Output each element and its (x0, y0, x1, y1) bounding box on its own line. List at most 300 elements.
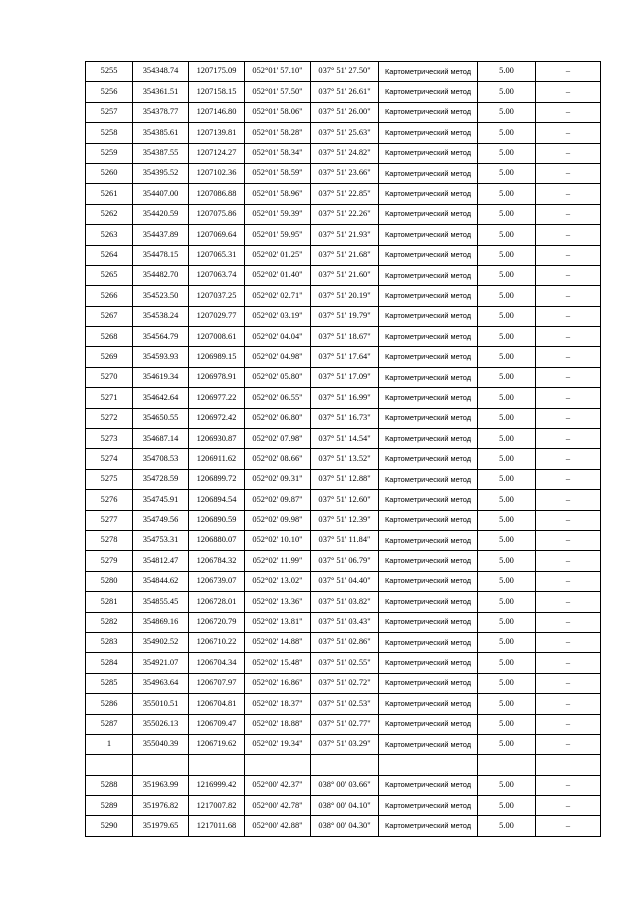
y-coordinate-cell: 1206972.42 (189, 408, 245, 428)
table-row (86, 449, 601, 469)
table-row (86, 62, 601, 82)
x-coordinate-cell: 351976.82 (133, 796, 189, 816)
longitude-cell: 037° 51' 04.40" (311, 571, 379, 591)
longitude-cell: 037° 51' 12.60" (311, 490, 379, 510)
latitude-cell: 052°02' 05.80" (245, 367, 311, 387)
table-row (86, 408, 601, 428)
point-number-cell: 5269 (86, 347, 133, 367)
y-coordinate-cell: 1206707.97 (189, 673, 245, 693)
point-number-cell: 5284 (86, 653, 133, 673)
y-coordinate-cell: 1207075.86 (189, 204, 245, 224)
y-coordinate-cell: 1207102.36 (189, 163, 245, 183)
longitude-cell: 037° 51' 22.85" (311, 184, 379, 204)
accuracy-cell: 5.00 (478, 612, 536, 632)
latitude-cell: 052°01' 59.95" (245, 225, 311, 245)
note-cell: – (536, 163, 601, 183)
table-row (86, 306, 601, 326)
accuracy-cell: 5.00 (478, 694, 536, 714)
method-cell: Картометрический метод (379, 469, 478, 489)
y-coordinate-cell: 1206880.07 (189, 530, 245, 550)
longitude-cell: 037° 51' 06.79" (311, 551, 379, 571)
point-number-cell: 5275 (86, 469, 133, 489)
table-row (86, 327, 601, 347)
point-number-cell: 5262 (86, 204, 133, 224)
accuracy-cell: 5.00 (478, 286, 536, 306)
note-cell: – (536, 245, 601, 265)
longitude-cell: 037° 51' 21.60" (311, 265, 379, 285)
x-coordinate-cell: 354395.52 (133, 163, 189, 183)
latitude-cell: 052°02' 10.10" (245, 530, 311, 550)
accuracy-cell: 5.00 (478, 82, 536, 102)
x-coordinate-cell: 354753.31 (133, 530, 189, 550)
x-coordinate-cell: 354869.16 (133, 612, 189, 632)
longitude-cell: 038° 00' 04.30" (311, 816, 379, 836)
note-cell: – (536, 612, 601, 632)
accuracy-cell: 5.00 (478, 388, 536, 408)
note-cell: – (536, 62, 601, 82)
accuracy-cell: 5.00 (478, 184, 536, 204)
latitude-cell: 052°01' 58.34" (245, 143, 311, 163)
latitude-cell: 052°01' 58.96" (245, 184, 311, 204)
table-row (86, 775, 601, 795)
note-cell: – (536, 82, 601, 102)
longitude-cell: 037° 51' 26.61" (311, 82, 379, 102)
y-coordinate-cell: 1207063.74 (189, 265, 245, 285)
note-cell: – (536, 102, 601, 122)
method-cell: Картометрический метод (379, 102, 478, 122)
note-cell: – (536, 530, 601, 550)
table-row (86, 286, 601, 306)
x-coordinate-cell: 354728.59 (133, 469, 189, 489)
x-coordinate-cell: 354437.89 (133, 225, 189, 245)
note-cell: – (536, 327, 601, 347)
accuracy-cell: 5.00 (478, 734, 536, 754)
table-row (86, 551, 601, 571)
latitude-cell: 052°00' 42.78" (245, 796, 311, 816)
longitude-cell: 037° 51' 26.00" (311, 102, 379, 122)
table-row (86, 429, 601, 449)
accuracy-cell (478, 755, 536, 775)
latitude-cell: 052°02' 11.99" (245, 551, 311, 571)
longitude-cell: 037° 51' 11.84" (311, 530, 379, 550)
table-row (86, 123, 601, 143)
method-cell: Картометрический метод (379, 306, 478, 326)
longitude-cell: 037° 51' 24.82" (311, 143, 379, 163)
accuracy-cell: 5.00 (478, 571, 536, 591)
point-number-cell: 5274 (86, 449, 133, 469)
point-number-cell: 5288 (86, 775, 133, 795)
accuracy-cell: 5.00 (478, 816, 536, 836)
longitude-cell: 037° 51' 02.53" (311, 694, 379, 714)
point-number-cell: 5281 (86, 592, 133, 612)
latitude-cell: 052°01' 58.06" (245, 102, 311, 122)
x-coordinate-cell: 354963.64 (133, 673, 189, 693)
method-cell: Картометрический метод (379, 734, 478, 754)
x-coordinate-cell: 354619.34 (133, 367, 189, 387)
y-coordinate-cell: 1206704.34 (189, 653, 245, 673)
longitude-cell (311, 755, 379, 775)
note-cell: – (536, 265, 601, 285)
latitude-cell: 052°02' 09.31" (245, 469, 311, 489)
y-coordinate-cell: 1207069.64 (189, 225, 245, 245)
method-cell: Картометрический метод (379, 327, 478, 347)
latitude-cell: 052°00' 42.37" (245, 775, 311, 795)
y-coordinate-cell: 1206890.59 (189, 510, 245, 530)
y-coordinate-cell: 1206720.79 (189, 612, 245, 632)
x-coordinate-cell: 354812.47 (133, 551, 189, 571)
y-coordinate-cell: 1207146.80 (189, 102, 245, 122)
latitude-cell: 052°02' 09.98" (245, 510, 311, 530)
longitude-cell: 037° 51' 21.93" (311, 225, 379, 245)
accuracy-cell: 5.00 (478, 592, 536, 612)
point-number-cell: 5277 (86, 510, 133, 530)
accuracy-cell: 5.00 (478, 673, 536, 693)
longitude-cell: 037° 51' 22.26" (311, 204, 379, 224)
table-row (86, 734, 601, 754)
method-cell: Картометрический метод (379, 694, 478, 714)
x-coordinate-cell: 351979.65 (133, 816, 189, 836)
x-coordinate-cell: 354348.74 (133, 62, 189, 82)
y-coordinate-cell: 1206977.22 (189, 388, 245, 408)
y-coordinate-cell: 1216999.42 (189, 775, 245, 795)
point-number-cell: 5257 (86, 102, 133, 122)
note-cell: – (536, 123, 601, 143)
x-coordinate-cell: 354650.55 (133, 408, 189, 428)
note-cell: – (536, 571, 601, 591)
x-coordinate-cell: 354708.53 (133, 449, 189, 469)
longitude-cell: 037° 51' 25.63" (311, 123, 379, 143)
accuracy-cell: 5.00 (478, 204, 536, 224)
longitude-cell: 037° 51' 03.43" (311, 612, 379, 632)
latitude-cell: 052°01' 58.28" (245, 123, 311, 143)
table-row (86, 143, 601, 163)
latitude-cell: 052°01' 59.39" (245, 204, 311, 224)
table-row (86, 653, 601, 673)
point-number-cell (86, 755, 133, 775)
method-cell: Картометрический метод (379, 775, 478, 795)
latitude-cell: 052°02' 18.37" (245, 694, 311, 714)
latitude-cell: 052°02' 02.71" (245, 286, 311, 306)
y-coordinate-cell: 1206710.22 (189, 632, 245, 652)
method-cell: Картометрический метод (379, 82, 478, 102)
table-row (86, 530, 601, 550)
x-coordinate-cell: 354420.59 (133, 204, 189, 224)
point-number-cell: 5279 (86, 551, 133, 571)
x-coordinate-cell: 354745.91 (133, 490, 189, 510)
method-cell: Картометрический метод (379, 123, 478, 143)
x-coordinate-cell: 354642.64 (133, 388, 189, 408)
point-number-cell: 5264 (86, 245, 133, 265)
y-coordinate-cell: 1206719.62 (189, 734, 245, 754)
point-number-cell: 5287 (86, 714, 133, 734)
x-coordinate-cell: 355010.51 (133, 694, 189, 714)
method-cell: Картометрический метод (379, 714, 478, 734)
table-row (86, 673, 601, 693)
table-row (86, 571, 601, 591)
accuracy-cell: 5.00 (478, 449, 536, 469)
accuracy-cell: 5.00 (478, 653, 536, 673)
coordinates-table-body (86, 62, 601, 837)
table-row (86, 469, 601, 489)
accuracy-cell: 5.00 (478, 510, 536, 530)
note-cell: – (536, 775, 601, 795)
x-coordinate-cell: 354593.93 (133, 347, 189, 367)
note-cell: – (536, 653, 601, 673)
point-number-cell: 5267 (86, 306, 133, 326)
y-coordinate-cell: 1206899.72 (189, 469, 245, 489)
note-cell: – (536, 469, 601, 489)
note-cell (536, 755, 601, 775)
point-number-cell: 5260 (86, 163, 133, 183)
method-cell: Картометрический метод (379, 816, 478, 836)
longitude-cell: 037° 51' 18.67" (311, 327, 379, 347)
accuracy-cell: 5.00 (478, 306, 536, 326)
accuracy-cell: 5.00 (478, 551, 536, 571)
x-coordinate-cell: 355040.39 (133, 734, 189, 754)
note-cell: – (536, 367, 601, 387)
latitude-cell (245, 755, 311, 775)
longitude-cell: 037° 51' 02.72" (311, 673, 379, 693)
y-coordinate-cell: 1206728.01 (189, 592, 245, 612)
longitude-cell: 037° 51' 12.39" (311, 510, 379, 530)
table-row (86, 510, 601, 530)
latitude-cell: 052°00' 42.88" (245, 816, 311, 836)
point-number-cell: 5261 (86, 184, 133, 204)
x-coordinate-cell: 355026.13 (133, 714, 189, 734)
note-cell: – (536, 673, 601, 693)
note-cell: – (536, 204, 601, 224)
y-coordinate-cell: 1207065.31 (189, 245, 245, 265)
latitude-cell: 052°02' 13.02" (245, 571, 311, 591)
table-row (86, 245, 601, 265)
note-cell: – (536, 184, 601, 204)
note-cell: – (536, 551, 601, 571)
table-row (86, 225, 601, 245)
longitude-cell: 038° 00' 03.66" (311, 775, 379, 795)
point-number-cell: 5280 (86, 571, 133, 591)
accuracy-cell: 5.00 (478, 327, 536, 347)
latitude-cell: 052°02' 18.88" (245, 714, 311, 734)
accuracy-cell: 5.00 (478, 429, 536, 449)
method-cell: Картометрический метод (379, 449, 478, 469)
note-cell: – (536, 796, 601, 816)
x-coordinate-cell: 354564.79 (133, 327, 189, 347)
accuracy-cell: 5.00 (478, 367, 536, 387)
method-cell: Картометрический метод (379, 510, 478, 530)
table-row (86, 612, 601, 632)
longitude-cell: 037° 51' 02.77" (311, 714, 379, 734)
longitude-cell: 037° 51' 19.79" (311, 306, 379, 326)
note-cell: – (536, 592, 601, 612)
x-coordinate-cell: 354844.62 (133, 571, 189, 591)
point-number-cell: 5258 (86, 123, 133, 143)
latitude-cell: 052°02' 13.81" (245, 612, 311, 632)
latitude-cell: 052°02' 01.25" (245, 245, 311, 265)
x-coordinate-cell: 354749.56 (133, 510, 189, 530)
x-coordinate-cell: 351963.99 (133, 775, 189, 795)
y-coordinate-cell: 1207029.77 (189, 306, 245, 326)
x-coordinate-cell: 354387.55 (133, 143, 189, 163)
latitude-cell: 052°02' 06.55" (245, 388, 311, 408)
accuracy-cell: 5.00 (478, 123, 536, 143)
point-number-cell: 5270 (86, 367, 133, 387)
note-cell: – (536, 510, 601, 530)
method-cell: Картометрический метод (379, 204, 478, 224)
y-coordinate-cell: 1206930.87 (189, 429, 245, 449)
note-cell: – (536, 286, 601, 306)
x-coordinate-cell: 354478.15 (133, 245, 189, 265)
y-coordinate-cell: 1206911.62 (189, 449, 245, 469)
note-cell: – (536, 408, 601, 428)
y-coordinate-cell: 1217011.68 (189, 816, 245, 836)
latitude-cell: 052°02' 04.04" (245, 327, 311, 347)
x-coordinate-cell: 354407.00 (133, 184, 189, 204)
y-coordinate-cell: 1206784.32 (189, 551, 245, 571)
y-coordinate-cell: 1207158.15 (189, 82, 245, 102)
longitude-cell: 037° 51' 14.54" (311, 429, 379, 449)
longitude-cell: 037° 51' 17.64" (311, 347, 379, 367)
latitude-cell: 052°02' 19.34" (245, 734, 311, 754)
accuracy-cell: 5.00 (478, 632, 536, 652)
latitude-cell: 052°02' 15.48" (245, 653, 311, 673)
y-coordinate-cell: 1206709.47 (189, 714, 245, 734)
latitude-cell: 052°02' 13.36" (245, 592, 311, 612)
point-number-cell: 5285 (86, 673, 133, 693)
method-cell: Картометрический метод (379, 592, 478, 612)
accuracy-cell: 5.00 (478, 347, 536, 367)
point-number-cell: 1 (86, 734, 133, 754)
table-row (86, 102, 601, 122)
table-row (86, 632, 601, 652)
method-cell: Картометрический метод (379, 796, 478, 816)
y-coordinate-cell: 1207175.09 (189, 62, 245, 82)
longitude-cell: 038° 00' 04.10" (311, 796, 379, 816)
method-cell: Картометрический метод (379, 347, 478, 367)
accuracy-cell: 5.00 (478, 714, 536, 734)
accuracy-cell: 5.00 (478, 265, 536, 285)
method-cell: Картометрический метод (379, 225, 478, 245)
longitude-cell: 037° 51' 27.50" (311, 62, 379, 82)
table-row (86, 265, 601, 285)
latitude-cell: 052°02' 14.88" (245, 632, 311, 652)
latitude-cell: 052°02' 03.19" (245, 306, 311, 326)
method-cell: Картометрический метод (379, 408, 478, 428)
point-number-cell: 5272 (86, 408, 133, 428)
note-cell: – (536, 632, 601, 652)
point-number-cell: 5282 (86, 612, 133, 632)
table-row (86, 367, 601, 387)
method-cell: Картометрический метод (379, 571, 478, 591)
y-coordinate-cell: 1206989.15 (189, 347, 245, 367)
point-number-cell: 5286 (86, 694, 133, 714)
x-coordinate-cell (133, 755, 189, 775)
method-cell: Картометрический метод (379, 551, 478, 571)
latitude-cell: 052°01' 57.10" (245, 62, 311, 82)
method-cell: Картометрический метод (379, 490, 478, 510)
y-coordinate-cell: 1207124.27 (189, 143, 245, 163)
latitude-cell: 052°02' 09.87" (245, 490, 311, 510)
method-cell: Картометрический метод (379, 245, 478, 265)
point-number-cell: 5256 (86, 82, 133, 102)
method-cell: Картометрический метод (379, 163, 478, 183)
table-row (86, 714, 601, 734)
y-coordinate-cell: 1206978.91 (189, 367, 245, 387)
point-number-cell: 5259 (86, 143, 133, 163)
method-cell: Картометрический метод (379, 429, 478, 449)
table-row (86, 82, 601, 102)
accuracy-cell: 5.00 (478, 245, 536, 265)
y-coordinate-cell: 1207008.61 (189, 327, 245, 347)
table-row (86, 592, 601, 612)
accuracy-cell: 5.00 (478, 796, 536, 816)
x-coordinate-cell: 354921.07 (133, 653, 189, 673)
method-cell: Картометрический метод (379, 184, 478, 204)
note-cell: – (536, 225, 601, 245)
x-coordinate-cell: 354855.45 (133, 592, 189, 612)
method-cell: Картометрический метод (379, 530, 478, 550)
latitude-cell: 052°02' 16.86" (245, 673, 311, 693)
point-number-cell: 5268 (86, 327, 133, 347)
longitude-cell: 037° 51' 17.09" (311, 367, 379, 387)
table-row (86, 204, 601, 224)
table-row (86, 694, 601, 714)
table-row (86, 816, 601, 836)
accuracy-cell: 5.00 (478, 102, 536, 122)
longitude-cell: 037° 51' 21.68" (311, 245, 379, 265)
accuracy-cell: 5.00 (478, 225, 536, 245)
x-coordinate-cell: 354482.70 (133, 265, 189, 285)
x-coordinate-cell: 354361.51 (133, 82, 189, 102)
accuracy-cell: 5.00 (478, 490, 536, 510)
latitude-cell: 052°02' 04.98" (245, 347, 311, 367)
x-coordinate-cell: 354538.24 (133, 306, 189, 326)
point-number-cell: 5276 (86, 490, 133, 510)
note-cell: – (536, 143, 601, 163)
point-number-cell: 5278 (86, 530, 133, 550)
accuracy-cell: 5.00 (478, 469, 536, 489)
method-cell: Картометрический метод (379, 673, 478, 693)
point-number-cell: 5290 (86, 816, 133, 836)
y-coordinate-cell: 1206739.07 (189, 571, 245, 591)
table-row (86, 184, 601, 204)
note-cell: – (536, 694, 601, 714)
accuracy-cell: 5.00 (478, 408, 536, 428)
point-number-cell: 5273 (86, 429, 133, 449)
latitude-cell: 052°02' 01.40" (245, 265, 311, 285)
longitude-cell: 037° 51' 16.73" (311, 408, 379, 428)
point-number-cell: 5283 (86, 632, 133, 652)
accuracy-cell: 5.00 (478, 530, 536, 550)
accuracy-cell: 5.00 (478, 163, 536, 183)
note-cell: – (536, 734, 601, 754)
y-coordinate-cell: 1207086.88 (189, 184, 245, 204)
method-cell: Картометрический метод (379, 612, 478, 632)
x-coordinate-cell: 354385.61 (133, 123, 189, 143)
note-cell: – (536, 816, 601, 836)
longitude-cell: 037° 51' 03.82" (311, 592, 379, 612)
note-cell: – (536, 429, 601, 449)
accuracy-cell: 5.00 (478, 775, 536, 795)
method-cell: Картометрический метод (379, 388, 478, 408)
y-coordinate-cell (189, 755, 245, 775)
note-cell: – (536, 306, 601, 326)
point-number-cell: 5266 (86, 286, 133, 306)
point-number-cell: 5271 (86, 388, 133, 408)
latitude-cell: 052°02' 06.80" (245, 408, 311, 428)
y-coordinate-cell: 1207037.25 (189, 286, 245, 306)
longitude-cell: 037° 51' 13.52" (311, 449, 379, 469)
method-cell: Картометрический метод (379, 286, 478, 306)
